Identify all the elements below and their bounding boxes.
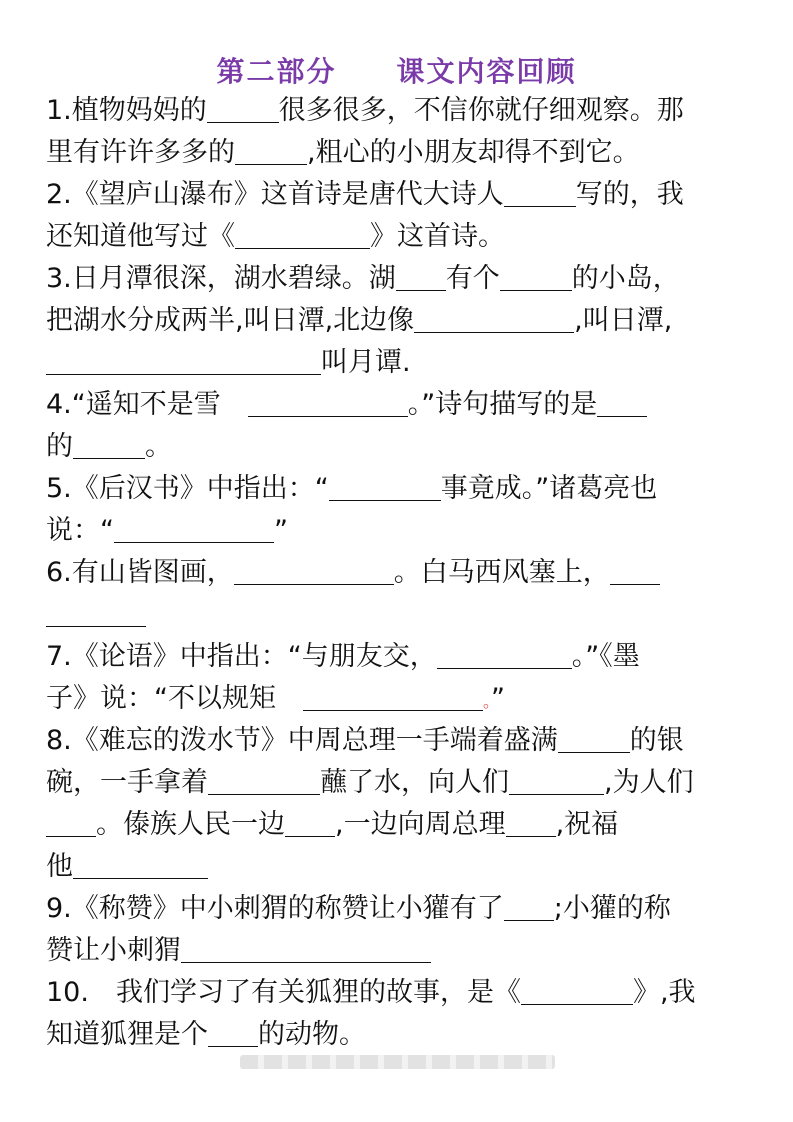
question-line: 叫月谭. (46, 342, 756, 384)
question-line: 说：“ ” (46, 515, 288, 546)
answer-blank[interactable] (181, 936, 431, 963)
question-line: 子》说：“不以规矩 。” (46, 683, 506, 714)
answer-blank[interactable] (46, 348, 321, 375)
question-line: 6.有山皆图画， 。白马西风塞上， (46, 552, 756, 594)
question-line: 1.植物妈妈的 很多很多，不信你就仔细观察。那 (46, 95, 684, 126)
question-line: 7.《论语》中指出：“与朋友交， 。”《墨 (46, 641, 640, 672)
answer-blank[interactable] (504, 180, 576, 207)
question-line: 4.“遥知不是雪 。”诗句描写的是 (46, 384, 756, 426)
question-line: 他 (46, 846, 756, 888)
question-line: 里有许许多多的 ,粗心的小朋友却得不到它。 (46, 137, 640, 168)
section-title: 第二部分 课文内容回顾 (216, 55, 577, 88)
question-line (46, 594, 756, 636)
question-line: 碗，一手拿着 蘸了水，向人们 ,为人们 (46, 767, 694, 798)
answer-blank[interactable] (73, 852, 208, 879)
answer-blank[interactable] (437, 642, 572, 669)
answer-blank[interactable] (46, 810, 96, 837)
answer-blank[interactable] (235, 222, 370, 249)
question-line: 3.日月潭很深，湖水碧绿。湖 有个 的小岛， (46, 263, 680, 294)
question-line: 赞让小刺猬 (46, 930, 756, 972)
answer-blank[interactable] (234, 558, 394, 585)
answer-blank[interactable] (509, 768, 604, 795)
answer-blank[interactable] (521, 978, 633, 1005)
answer-blank[interactable] (208, 1020, 258, 1047)
question-line: 把湖水分成两半,叫日潭,北边像 ,叫日潭, (46, 305, 673, 336)
question-line: 2.《望庐山瀑布》这首诗是唐代大诗人 写的，我 (46, 179, 684, 210)
answer-blank[interactable] (500, 264, 572, 291)
answer-blank[interactable] (558, 726, 630, 753)
answer-blank[interactable] (208, 768, 320, 795)
answer-blank[interactable] (506, 810, 556, 837)
answer-blank[interactable] (597, 390, 647, 417)
answer-blank[interactable] (73, 432, 145, 459)
answer-blank[interactable] (303, 684, 483, 711)
answer-blank[interactable] (504, 894, 554, 921)
answer-blank[interactable] (329, 474, 441, 501)
question-line: 知道狐狸是个 的动物。 (46, 1019, 366, 1050)
answer-blank[interactable] (114, 516, 274, 543)
question-line: 10. 我们学习了有关狐狸的故事，是《 》,我 (46, 977, 696, 1008)
question-line: 的 。 (46, 431, 172, 462)
question-line: 5.《后汉书》中指出：“ 事竟成。”诸葛亮也 (46, 473, 658, 504)
answer-blank[interactable] (610, 558, 660, 585)
red-mark: 。 (483, 692, 492, 711)
answer-blank[interactable] (207, 96, 279, 123)
question-list (46, 90, 756, 1050)
question-line: 还知道他写过《 》这首诗。 (46, 221, 505, 252)
answer-blank[interactable] (235, 138, 307, 165)
question-line: 9.《称赞》中小刺猬的称赞让小獾有了 ;小獾的称 (46, 893, 671, 924)
answer-blank[interactable] (248, 390, 408, 417)
blurred-watermark (240, 1055, 555, 1069)
answer-blank[interactable] (414, 306, 574, 333)
question-line: 。傣族人民一边 ,一边向周总理 ,祝福 (46, 804, 756, 846)
question-line: 8.《难忘的泼水节》中周总理一手端着盛满 的银 (46, 725, 684, 756)
answer-blank[interactable] (396, 264, 446, 291)
answer-blank[interactable] (285, 810, 335, 837)
answer-blank[interactable] (46, 600, 146, 627)
